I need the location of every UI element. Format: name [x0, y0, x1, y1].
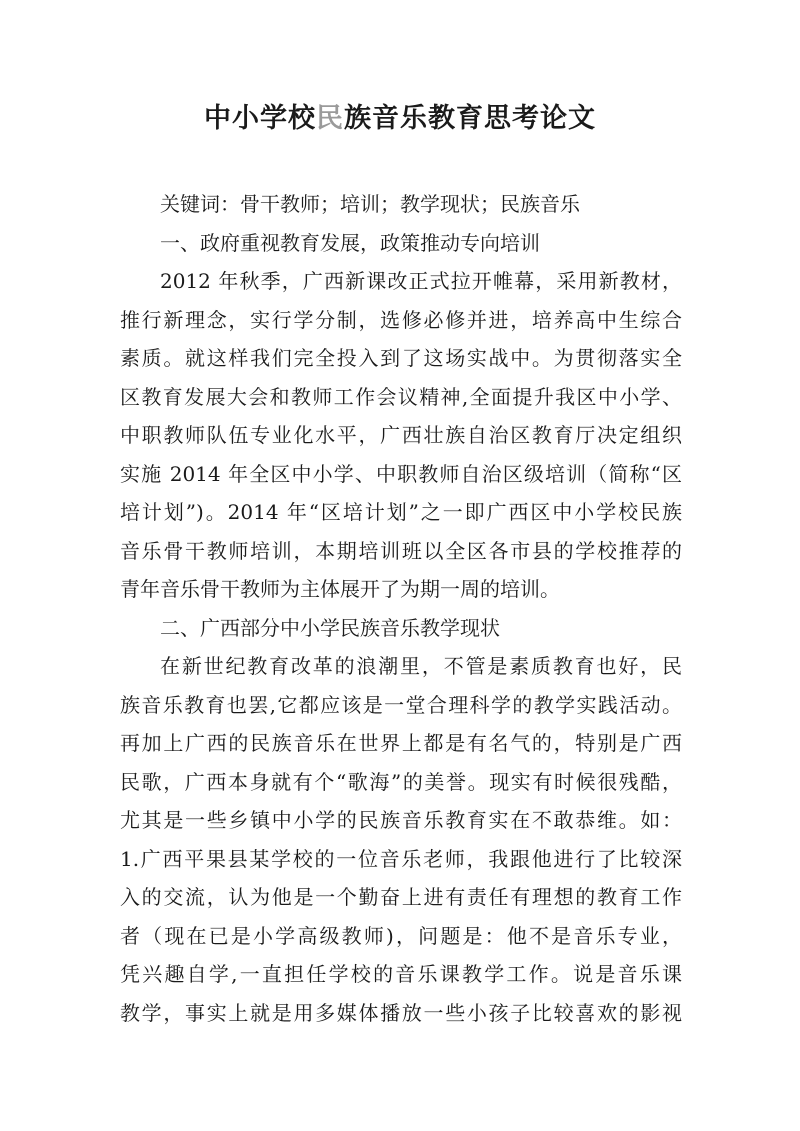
text-line: 关键词：骨干教师；培训；教学现状；民族音乐	[160, 192, 580, 216]
document-body	[120, 185, 682, 1032]
text-line: 者（现在已是小学高级教师)，问题是：他不是音乐专业，	[120, 923, 682, 948]
text-line: 区教育发展大会和教师工作会议精神,全面提升我区中小学、	[120, 384, 682, 409]
text-line: 尤其是一些乡镇中小学的民族音乐教育实在不敢恭维。如：	[120, 808, 682, 832]
text-line: 民歌，广西本身就有个“歌海”的美誉。现实有时候很残酷，	[120, 769, 682, 794]
text-line: 二、广西部分中小学民族音乐教学现状	[160, 615, 500, 640]
text-line: 素质。就这样我们完全投入到了这场实战中。为贯彻落实全	[120, 346, 682, 370]
title-part-2: 族音乐教育思考论文	[344, 103, 596, 134]
text-line: 音乐骨干教师培训，本期培训班以全区各市县的学校推荐的	[120, 538, 682, 563]
title-highlight-char: 民	[316, 103, 344, 134]
title-part-1: 中小学校	[204, 103, 316, 134]
text-line: 凭兴趣自学,一直担任学校的音乐课教学工作。说是音乐课	[120, 962, 682, 986]
text-line: 族音乐教育也罢,它都应该是一堂合理科学的教学实践活动。	[120, 692, 682, 717]
text-line: 一、政府重视教育发展，政策推动专向培训	[160, 230, 540, 255]
text-line: 入的交流，认为他是一个勤奋上进有责任有理想的教育工作	[120, 885, 682, 909]
text-line: 推行新理念，实行学分制，选修必修并进，培养高中生综合	[120, 307, 682, 332]
text-line: 教学，事实上就是用多媒体播放一些小孩子比较喜欢的影视	[120, 1000, 682, 1025]
text-line: 中职教师队伍专业化水平，广西壮族自治区教育厅决定组织	[120, 423, 682, 447]
document-title	[0, 96, 800, 135]
text-line: 在新世纪教育改革的浪潮里，不管是素质教育也好，民	[160, 654, 682, 678]
text-line: 青年音乐骨干教师为主体展开了为期一周的培训。	[120, 577, 560, 601]
text-line: 1.广西平果县某学校的一位音乐老师，我跟他进行了比较深	[120, 846, 682, 871]
text-line: 再加上广西的民族音乐在世界上都是有名气的，特别是广西	[120, 731, 682, 755]
text-line: 实施 2014 年全区中小学、中职教师自治区级培训（简称“区	[120, 461, 682, 486]
text-line: 2012 年秋季，广西新课改正式拉开帷幕，采用新教材，	[160, 269, 682, 293]
text-line: 培计划”)。2014 年“区培计划”之一即广西区中小学校民族	[120, 500, 682, 524]
